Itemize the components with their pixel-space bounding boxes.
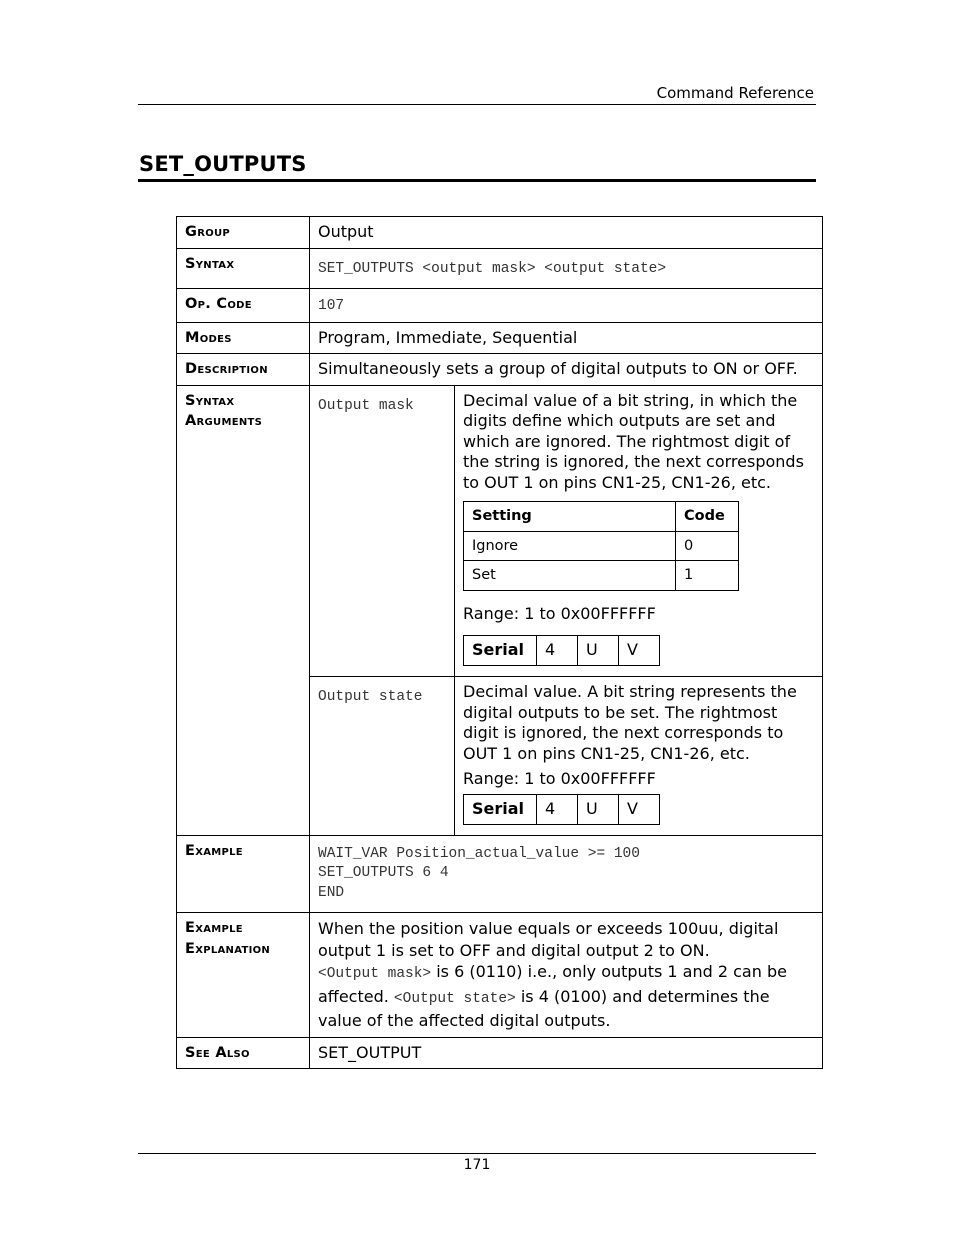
serial-label: Serial (464, 794, 537, 824)
arg-output-state-range: Range: 1 to 0x00FFFFFF (463, 769, 656, 788)
description-label: Description (177, 354, 310, 386)
code-header: Code (676, 502, 739, 532)
syntax-label: Syntax (177, 248, 310, 289)
explanation-text-3: is 4 (0100) and determines the value of the affected digital outputs. (318, 986, 770, 1030)
modes-label: Modes (177, 322, 310, 354)
see-also-label: See Also (177, 1037, 310, 1069)
example-code-line: END (318, 884, 345, 901)
serial-value: V (619, 636, 660, 666)
title-rule (138, 179, 816, 182)
serial-value: 4 (537, 636, 578, 666)
description-value: Simultaneously sets a group of digital outputs to ON or OFF. (310, 354, 823, 386)
table-row (464, 531, 739, 561)
serial-label: Serial (464, 636, 537, 666)
serial-value: 4 (537, 794, 578, 824)
example-code-line: WAIT_VAR Position_actual_value >= 100 (318, 845, 640, 862)
explanation-code-mask: <Output mask> (318, 966, 432, 982)
group-label: Group (177, 217, 310, 249)
opcode-value: 107 (318, 298, 345, 314)
arg-output-state-description: Decimal value. A bit string represents the digital outputs to be set. The rightmost digit is ignored, the next corresponds to OUT 1 on pins CN1-25, CN1-26, etc. (463, 682, 797, 763)
serial-value: U (578, 794, 619, 824)
page-title: SET_OUTPUTS (139, 152, 307, 176)
row-syntax (177, 248, 823, 289)
command-table (176, 216, 823, 1069)
setting-cell: Set (464, 561, 676, 591)
example-explanation-label-line1: Example (185, 920, 243, 936)
syntax-args-label-line2: Arguments (185, 413, 263, 429)
syntax-args-label (177, 385, 310, 835)
serial-value: V (619, 794, 660, 824)
page-number: 171 (463, 1157, 491, 1173)
row-modes (177, 322, 823, 354)
setting-code-table (463, 501, 739, 591)
footer-rule (138, 1153, 816, 1154)
arg-output-state-name: Output state (318, 689, 423, 705)
serial-value: U (578, 636, 619, 666)
explanation-text-1: When the position value equals or exceeds 100uu, digital output 1 is set to OFF and digital output 2 to ON. (318, 919, 779, 960)
example-explanation-text (310, 913, 823, 1038)
code-cell: 0 (676, 531, 739, 561)
group-value: Output (310, 217, 823, 249)
opcode-label: Op. Code (177, 289, 310, 323)
arg-output-mask-description: Decimal value of a bit string, in which the digits define which outputs are set and which are ignored. The rightmost digit of the string is ignored, the next corresponds to OUT 1 on pins CN1-25, CN1-26, etc. (463, 390, 804, 492)
arg-output-mask-name: Output mask (318, 397, 414, 414)
row-description (177, 354, 823, 386)
row-opcode (177, 289, 823, 323)
row-see-also (177, 1037, 823, 1069)
syntax-args-label-line1: Syntax (185, 392, 235, 409)
row-example-explanation (177, 913, 823, 1038)
syntax-value: SET_OUTPUTS <output mask> <output state> (318, 260, 667, 277)
arg-output-mask-range: Range: 1 to 0x00FFFFFF (463, 603, 656, 623)
modes-value: Program, Immediate, Sequential (310, 322, 823, 354)
header-rule (138, 104, 816, 105)
see-also-value[interactable]: SET_OUTPUT (310, 1037, 823, 1069)
setting-header: Setting (464, 502, 676, 532)
explanation-code-state: <Output state> (393, 990, 516, 1007)
serial-table-state (463, 794, 660, 825)
explanation-text-2: is 6 (0110) i.e., only outputs 1 and 2 can be affected. (318, 962, 787, 1006)
example-code-line: SET_OUTPUTS 6 4 (318, 865, 449, 881)
example-label: Example (177, 835, 310, 913)
example-explanation-label (177, 913, 310, 1038)
row-syntax-args-mask (177, 385, 823, 677)
table-row (464, 561, 739, 591)
running-header: Command Reference (656, 84, 814, 102)
row-example (177, 835, 823, 913)
code-cell: 1 (676, 561, 739, 591)
serial-table-mask (463, 635, 660, 666)
setting-cell: Ignore (464, 531, 676, 561)
example-explanation-label-line2: Explanation (185, 940, 271, 957)
row-group (177, 217, 823, 249)
